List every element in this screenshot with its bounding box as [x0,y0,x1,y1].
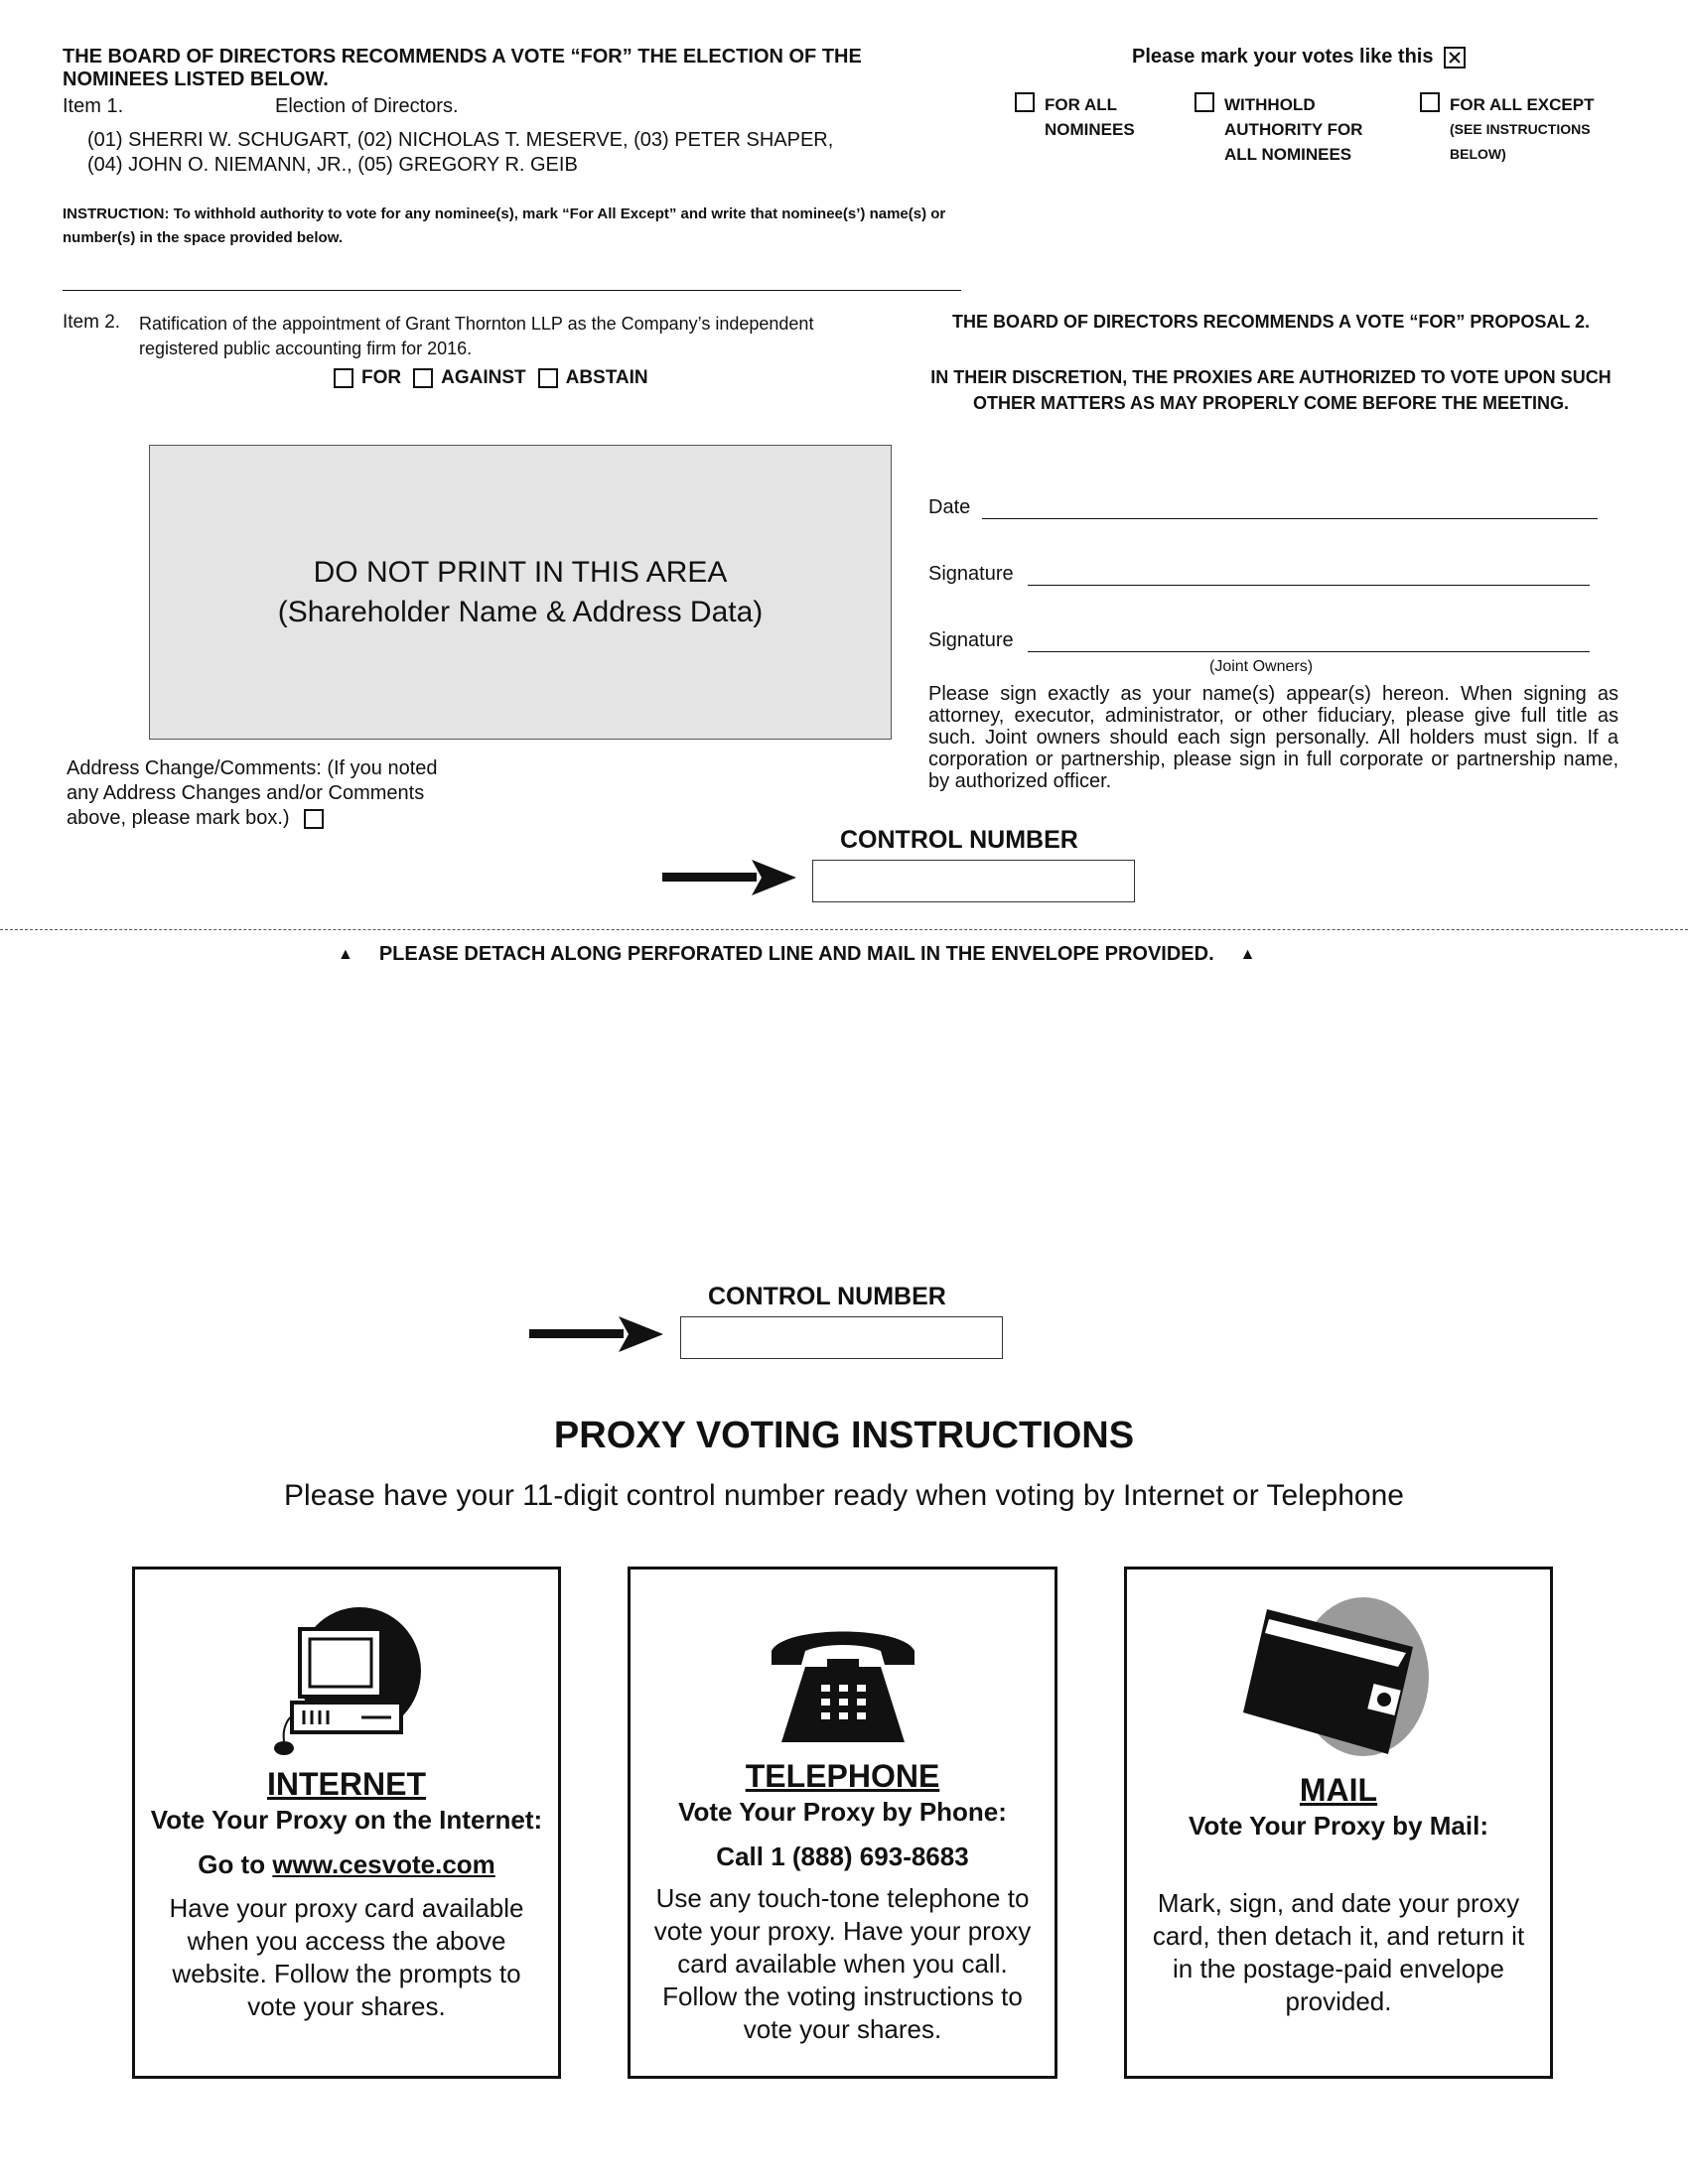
arrow-right-icon [529,1316,663,1357]
for-all-except-checkbox[interactable] [1420,92,1440,112]
date-label: Date [928,496,971,518]
internet-heading: INTERNET [267,1766,426,1802]
option-for-all-except[interactable] [1420,92,1594,167]
joint-owners-label: (Joint Owners) [1209,658,1314,675]
signature-label: Signature [928,563,1014,585]
item2-text-line-1: Ratification of the appointment of Grant Thornton LLP as the Company’s independent [139,314,814,334]
nominees-label: NOMINEES [1045,120,1135,139]
item2-abstain-label: ABSTAIN [565,367,648,388]
cesvote-link[interactable]: www.cesvote.com [272,1849,495,1879]
withhold-label-1: WITHHOLD [1224,95,1316,114]
for-all-label: FOR ALL [1045,95,1118,114]
computer-icon [262,1599,431,1758]
do-not-print-line-2: (Shareholder Name & Address Data) [277,595,764,628]
up-triangle-icon: ▲ [338,945,353,963]
mail-text: Mark, sign, and date your proxy card, then detach it, and return it in the postage-paid envelope provided. [1152,1888,1525,2016]
signature-row [928,563,1590,586]
board-recommend-item1: THE BOARD OF DIRECTORS RECOMMENDS A VOTE “FOR” THE ELECTION OF THE NOMINEES LISTED BELOW. [63,46,862,90]
detach-instruction [338,943,1256,966]
telephone-heading: TELEPHONE [745,1758,940,1794]
signature2-row [928,629,1590,652]
below-label: BELOW) [1450,146,1506,162]
discretion-line-1: IN THEIR DISCRETION, THE PROXIES ARE AUTHORIZED TO VOTE UPON SUCH [930,367,1612,387]
instruction-text: To withhold authority to vote for any nominee(s), mark “For All Except” and write that nominee(s’) name(s) or number(s) in the space provided below. [63,205,946,246]
checked-box-example-icon [1444,47,1466,68]
telephone-panel [628,1567,1057,2079]
nominees-line-1: (01) SHERRI W. SCHUGART, (02) NICHOLAS T. MESERVE, (03) PETER SHAPER, [87,129,834,151]
do-not-print-area [149,445,892,740]
control-number-box-top [812,860,1135,902]
internet-text: Have your proxy card available when you access the above website. Follow the prompts to vote your shares. [169,1893,524,2021]
proxy-voting-title: PROXY VOTING INSTRUCTIONS [553,1415,1135,1456]
option-withhold[interactable] [1195,92,1362,167]
date-row [928,496,1598,519]
signature2-input-line[interactable] [1028,631,1590,652]
item1-label: Item 1. [63,95,124,117]
arrow-right-icon [662,860,796,900]
item2-against-label: AGAINST [441,367,526,388]
item2-for-checkbox[interactable] [334,368,353,388]
item1-title: Election of Directors. [275,95,459,117]
mail-panel [1124,1567,1553,2079]
withhold-instruction [63,203,956,250]
internet-goto [135,1849,558,1880]
date-input-line[interactable] [982,498,1598,519]
discretion-text [923,364,1618,416]
mail-envelope-icon [1239,1595,1438,1764]
board-recommend-item2: THE BOARD OF DIRECTORS RECOMMENDS A VOTE “FOR” PROPOSAL 2. [951,312,1591,332]
item2-abstain-checkbox[interactable] [538,368,558,388]
perforated-line [0,929,1688,930]
nominees-line-2: (04) JOHN O. NIEMANN, JR., (05) GREGORY R. GEIB [87,154,578,176]
address-change-line-1: Address Change/Comments: (If you noted [67,757,438,779]
item2-text-line-2: registered public accounting firm for 2016. [139,339,473,358]
proxy-voting-subtitle: Please have your 11-digit control number ready when voting by Internet or Telephone [284,1479,1404,1512]
nominees-list [87,128,833,178]
option-for-all[interactable] [1015,92,1135,142]
mark-votes-text: Please mark your votes like this [1132,46,1434,68]
do-not-print-line-1: DO NOT PRINT IN THIS AREA [313,555,728,589]
instruction-bold: INSTRUCTION: [63,205,170,222]
for-all-checkbox[interactable] [1015,92,1035,112]
withhold-label-3: ALL NOMINEES [1224,145,1352,164]
discretion-line-2: OTHER MATTERS AS MAY PROPERLY COME BEFORE THE MEETING. [972,393,1570,413]
telephone-call: Call 1 (888) 693-8683 [716,1842,969,1871]
up-triangle-icon: ▲ [1239,945,1256,963]
except-write-in-line[interactable] [63,290,961,291]
mail-sub: Vote Your Proxy by Mail: [1189,1811,1488,1841]
item2-options [334,367,648,389]
control-number-box-bottom [680,1316,1003,1359]
for-all-except-label: FOR ALL EXCEPT [1450,95,1595,114]
telephone-icon [764,1621,922,1748]
address-change [67,756,438,831]
item2-against-checkbox[interactable] [413,368,433,388]
item2-for-label: FOR [361,367,402,388]
withhold-label-2: AUTHORITY FOR [1224,120,1363,139]
address-change-line-3: above, please mark box.) [67,807,290,829]
signature-input-line[interactable] [1028,565,1590,586]
telephone-text: Use any touch-tone telephone to vote your proxy. Have your proxy card available when you call. Follow the voting instructions to vote your shares. [653,1883,1032,2044]
detach-text: PLEASE DETACH ALONG PERFORATED LINE AND MAIL IN THE ENVELOPE PROVIDED. [378,943,1214,965]
telephone-sub: Vote Your Proxy by Phone: [678,1797,1007,1827]
goto-prefix: Go to [198,1849,266,1879]
address-change-checkbox[interactable] [304,809,324,829]
mail-heading: MAIL [1299,1772,1378,1808]
item2-text [139,312,813,361]
address-change-line-2: any Address Changes and/or Comments [67,782,425,804]
control-number-label-top: CONTROL NUMBER [840,826,1078,854]
sign-instructions: Please sign exactly as your name(s) appear(s) hereon. When signing as attorney, executor, administrator, or other fiduciary, please give full title as such. Joint owners should each sign personally. All holders must sign. If a corporation or partnership, please sign in full corporate or partnership name, by authorized officer. [928,683,1618,792]
internet-panel [132,1567,561,2079]
item2-label: Item 2. [63,312,121,333]
mark-votes-instruction [1132,46,1466,68]
signature2-label: Signature [928,629,1014,651]
see-instructions-label: (SEE INSTRUCTIONS [1450,121,1591,137]
internet-sub: Vote Your Proxy on the Internet: [150,1805,543,1835]
control-number-label-bottom: CONTROL NUMBER [708,1283,946,1310]
withhold-checkbox[interactable] [1195,92,1214,112]
